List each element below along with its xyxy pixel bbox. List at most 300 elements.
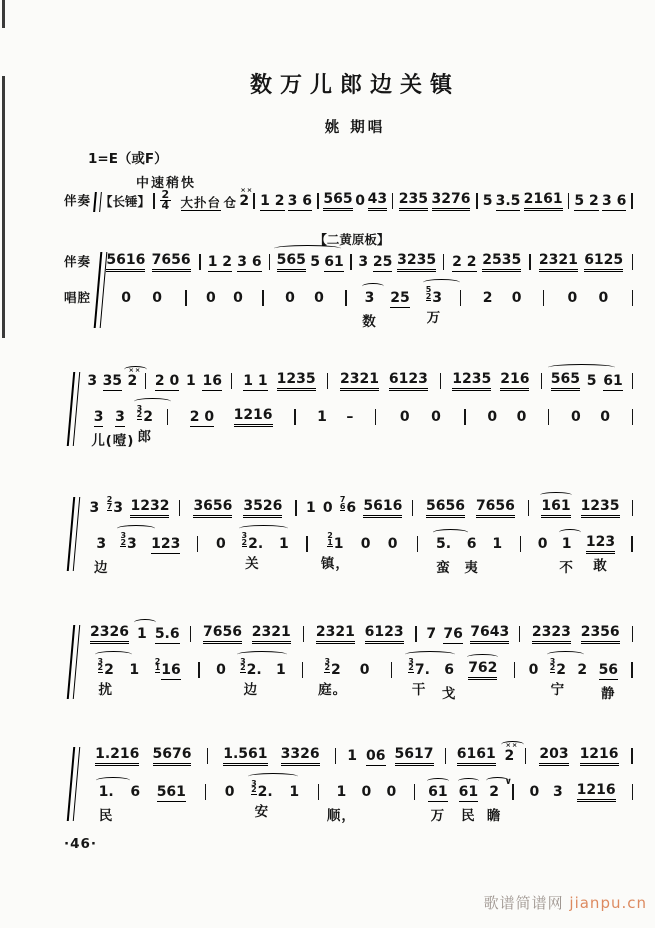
note-group — [360, 663, 370, 680]
measure — [441, 372, 540, 391]
note-group — [241, 531, 264, 572]
measure — [208, 747, 335, 766]
grace-bottom: 2 — [136, 410, 143, 420]
watermark-domain: jianpu.cn — [569, 894, 647, 912]
grace-note — [154, 656, 161, 673]
note-group — [452, 372, 491, 391]
note-text: 0 — [152, 290, 162, 307]
note-text: 3 — [89, 500, 100, 517]
note-text: 0 — [570, 409, 581, 425]
note-group — [600, 410, 610, 427]
note-group — [580, 747, 619, 766]
note-group — [203, 625, 242, 644]
note-group — [136, 403, 153, 445]
note-text: 2321 — [340, 372, 379, 391]
note-text: 61 — [324, 254, 344, 271]
note-group — [390, 291, 409, 308]
note-group — [323, 501, 333, 518]
note-text: 1235 — [277, 372, 316, 391]
note-group — [585, 534, 616, 575]
note-group — [243, 374, 267, 391]
note-group — [362, 785, 372, 802]
note-group — [432, 192, 471, 211]
accompaniment-line — [64, 186, 633, 212]
note-group — [482, 253, 521, 272]
note-text: 25 — [390, 290, 410, 307]
note-group — [458, 784, 479, 824]
note-group — [559, 536, 574, 577]
note-group — [584, 253, 623, 272]
barline — [632, 373, 634, 389]
measure — [336, 747, 444, 766]
note-group — [581, 499, 620, 518]
lyric: 庭。 — [318, 681, 348, 698]
grace-bottom: 2 — [408, 663, 414, 673]
measure — [200, 656, 302, 698]
grace-top: 3 — [136, 403, 143, 413]
grace-top: 3 — [251, 778, 257, 788]
note-group — [492, 537, 502, 554]
measure — [542, 372, 632, 391]
measure — [297, 497, 412, 518]
note-group — [91, 409, 106, 449]
note-group — [152, 253, 191, 272]
note-group — [340, 497, 356, 518]
barline — [632, 254, 634, 270]
note-group — [443, 627, 462, 644]
grace-top: 3 — [324, 656, 331, 666]
accompaniment-line — [64, 741, 633, 766]
barline — [631, 193, 633, 209]
note-text: 0 — [355, 193, 365, 210]
note-text: 5 — [482, 193, 493, 210]
note-group — [310, 255, 320, 272]
note-group — [97, 656, 114, 698]
note-text: 1 — [289, 784, 300, 800]
barline — [631, 662, 633, 678]
note-text: 203 — [539, 747, 568, 766]
grace-note — [107, 497, 113, 511]
note-text: 3 — [96, 536, 107, 553]
note-group — [408, 656, 430, 698]
note-text: 3 — [93, 409, 104, 425]
note-text: 2326 — [90, 625, 129, 644]
note-group — [598, 662, 619, 702]
note-text: 1.216 — [95, 747, 139, 766]
note-text: 6 — [466, 536, 477, 553]
note-text: 2 0 — [189, 409, 215, 425]
note-text: 1 — [129, 662, 140, 678]
note-group — [181, 196, 222, 211]
lyric: 扰 — [98, 681, 113, 698]
note-group — [98, 784, 114, 824]
grace-note — [340, 497, 346, 511]
note-group — [464, 536, 479, 577]
grace-bottom: 2 — [549, 663, 556, 673]
grace-bottom: 2 — [241, 537, 248, 547]
note-text: 1 2 — [207, 254, 233, 271]
row-label: 唱腔 — [64, 290, 92, 305]
note-text: 2 0 — [154, 373, 180, 389]
measure — [328, 372, 440, 391]
note-group — [106, 253, 145, 272]
note-text: 0 — [511, 290, 522, 307]
grace-note — [242, 533, 248, 547]
grace-top: 3 — [408, 656, 414, 666]
measure — [521, 534, 631, 577]
measure — [417, 625, 519, 644]
note-text: 1 — [317, 409, 327, 425]
grace-top: 3 — [240, 656, 246, 666]
note-text: 5656 — [426, 499, 465, 518]
note-text: 123 — [586, 535, 615, 554]
note-text: 1216 — [577, 783, 616, 802]
note-group — [93, 536, 109, 577]
note-group — [251, 778, 273, 820]
system-4 — [64, 497, 633, 580]
barline — [632, 500, 634, 516]
measure-row — [176, 186, 633, 211]
tempo-marking: 中速稍快 — [136, 176, 197, 191]
note-group — [366, 749, 385, 766]
note-group — [340, 372, 379, 391]
note-text: 2321 — [539, 253, 578, 272]
note-text: 565 — [323, 192, 352, 211]
note-group — [539, 253, 578, 272]
note-text: 6123 — [389, 372, 428, 391]
page-number: ·46· — [64, 836, 98, 852]
measure — [446, 741, 525, 766]
note-text: 1 — [347, 748, 358, 764]
note-group — [89, 501, 99, 518]
system-5 — [64, 625, 633, 706]
note-text: 2323 — [532, 625, 571, 644]
grace-bottom: 2 — [324, 663, 331, 673]
time-signature — [160, 190, 172, 211]
note-text: 7 — [426, 626, 437, 642]
measure — [80, 531, 197, 577]
note-group — [243, 499, 282, 518]
measure-row — [80, 625, 633, 644]
note-text: 0 — [537, 536, 548, 553]
grace-top: 3 — [549, 656, 556, 666]
note-text: 0 — [215, 536, 226, 553]
note-group — [486, 777, 512, 824]
note-text: 1 — [137, 626, 147, 642]
note-group — [577, 663, 587, 680]
note-text: 5 — [586, 373, 597, 389]
measure-row — [80, 403, 633, 449]
note-text: 2535 — [482, 253, 521, 272]
note-text: 1 2 — [260, 193, 285, 210]
note-group — [529, 785, 539, 802]
note-group — [500, 372, 529, 391]
note-group — [397, 253, 436, 272]
note-group — [483, 194, 493, 211]
note-text: 0 — [216, 662, 226, 678]
measure-row — [80, 741, 633, 766]
note-text: 3 — [115, 409, 125, 425]
note-text: 1.561 — [223, 747, 267, 766]
note-text: 2321 — [316, 625, 355, 644]
note-group — [154, 656, 181, 680]
note-text: 235 — [399, 192, 428, 211]
note-text: 0 — [600, 409, 610, 425]
note-group — [237, 255, 261, 272]
note-text: 3 — [364, 290, 375, 307]
note-text: 2 — [127, 373, 138, 389]
note-group — [504, 741, 519, 766]
note-text: 61 — [458, 784, 479, 800]
note-group — [151, 537, 180, 554]
note-text: 0 — [529, 784, 540, 800]
measure — [393, 192, 476, 211]
note-text: 0 — [431, 409, 441, 425]
note-group — [288, 194, 312, 211]
note-text: 0 — [528, 662, 539, 678]
note-text: 2 — [556, 662, 567, 678]
note-group — [549, 656, 567, 698]
note-group — [512, 291, 522, 308]
measure — [187, 291, 263, 308]
note-text: 0 — [387, 536, 398, 553]
note-text: 2 — [104, 662, 114, 678]
note-text: 仓 — [223, 194, 237, 210]
note-text: 6 — [130, 784, 141, 800]
vocal-line — [64, 531, 633, 577]
note-text: 3 — [358, 254, 369, 271]
time-signature-numerator: 2 — [161, 188, 170, 201]
tremolo-mark: ×× — [505, 741, 519, 749]
note-group — [127, 366, 142, 391]
note-group — [603, 374, 622, 391]
note-text: 1235 — [452, 372, 491, 391]
lyric: 郎 — [137, 428, 153, 445]
system-2 — [64, 232, 633, 334]
note-group — [314, 291, 324, 308]
note-group — [239, 186, 254, 211]
note-group — [252, 625, 291, 644]
note-text: 2. — [248, 536, 264, 553]
note-text: 123 — [151, 536, 181, 553]
measure — [198, 531, 306, 572]
note-text: 1 — [278, 536, 289, 553]
note-group — [346, 410, 353, 427]
grace-note — [97, 656, 104, 673]
accompaniment-line — [64, 366, 633, 391]
lyric: 干 — [411, 681, 427, 698]
note-text: 2 — [239, 193, 250, 210]
measure-row — [80, 531, 633, 577]
grace-bottom: 1 — [327, 537, 333, 547]
note-group — [587, 374, 597, 391]
measure-row — [80, 366, 633, 391]
note-group — [574, 194, 598, 211]
note-group — [285, 291, 295, 308]
note-text: 0 — [399, 409, 410, 425]
note-group — [361, 537, 371, 554]
note-group — [577, 783, 616, 802]
note-group — [277, 372, 316, 391]
note-text: 2161 — [524, 192, 563, 211]
grace-note — [240, 656, 246, 673]
note-group — [568, 291, 578, 308]
note-text: 6125 — [584, 253, 623, 272]
note-group — [553, 785, 563, 802]
lyric: 边 — [243, 681, 259, 698]
grace-bottom: 6 — [339, 501, 346, 511]
note-text: 2 2 — [452, 254, 477, 271]
lyric: 静 — [601, 686, 616, 702]
lyric: 敢 — [593, 558, 608, 575]
note-group — [324, 255, 343, 272]
note-text: 3656 — [193, 499, 232, 518]
note-group — [276, 663, 286, 680]
barline — [153, 193, 155, 209]
note-group — [551, 372, 580, 391]
note-group — [225, 785, 235, 802]
lyric: 民 — [98, 808, 114, 824]
note-group — [105, 409, 135, 449]
note-text: 7656 — [152, 253, 191, 272]
note-text: 2 — [482, 290, 493, 307]
lyric: 关 — [245, 556, 260, 572]
note-text: 5616 — [106, 253, 145, 272]
lyric: 万 — [426, 310, 442, 326]
note-text: 0 — [567, 290, 578, 307]
note-text: 3 6 — [601, 193, 627, 210]
note-group — [120, 533, 136, 554]
note-text: 35 — [102, 373, 123, 389]
lyric: 瞻 — [486, 808, 502, 824]
note-group — [216, 537, 226, 554]
measure — [255, 194, 317, 211]
measure — [206, 778, 318, 820]
measure — [569, 194, 631, 211]
measure — [80, 625, 190, 644]
note-group — [395, 747, 434, 766]
note-text: – — [346, 409, 354, 425]
scan-edge-artifact — [2, 76, 5, 338]
grace-bottom: 2 — [251, 785, 257, 795]
note-text: 1 — [561, 536, 572, 553]
measure — [308, 531, 417, 572]
note-group — [87, 374, 97, 391]
note-group — [389, 372, 428, 391]
measure — [531, 253, 632, 272]
note-text: 1216 — [234, 408, 273, 427]
measure — [176, 186, 254, 211]
measure — [168, 408, 294, 427]
note-text: 5. — [435, 536, 452, 553]
note-text: 0 — [233, 290, 243, 307]
note-group — [223, 196, 237, 211]
grace-bottom: 7 — [106, 501, 113, 511]
breath-mark: ∨ — [504, 777, 512, 787]
note-text: 5616 — [363, 499, 402, 518]
note-text: 1232 — [130, 499, 169, 518]
note-group — [599, 291, 609, 308]
measure — [347, 285, 460, 331]
note-group — [400, 410, 410, 427]
measure-row — [98, 285, 633, 331]
note-text: 2 — [577, 662, 588, 678]
grace-bottom: 2 — [240, 663, 246, 673]
note-group — [426, 627, 436, 644]
row-label: 伴奏 — [64, 254, 92, 269]
measure-row — [80, 497, 633, 518]
note-group — [316, 625, 355, 644]
note-group — [279, 537, 289, 554]
key-signature: 1=E（或F） — [88, 151, 168, 167]
note-text: 1 — [275, 662, 286, 678]
note-text: 61 — [603, 373, 623, 389]
note-text: 7656 — [476, 499, 515, 518]
note-group — [517, 410, 527, 427]
grace-note — [408, 656, 414, 673]
grace-note — [426, 287, 432, 301]
note-group — [153, 747, 192, 766]
note-text: 76 — [443, 626, 463, 642]
note-group — [137, 627, 147, 644]
lyric: 戈 — [441, 686, 457, 702]
note-group — [234, 408, 273, 427]
percussion-pattern-label: 【长锤】 — [100, 194, 151, 209]
note-text: 3276 — [432, 192, 471, 211]
note-group — [103, 374, 122, 391]
lyric: 夷 — [464, 560, 479, 577]
note-text: 161 — [541, 499, 570, 518]
note-group — [277, 253, 306, 272]
note-group — [368, 192, 387, 211]
system-1 — [64, 186, 633, 226]
note-text: 大扑台 — [180, 194, 222, 210]
lyric: 边 — [93, 560, 109, 577]
note-group — [129, 663, 139, 680]
note-text: 2356 — [581, 625, 620, 644]
note-text: 1 — [185, 373, 196, 389]
note-text: 0 — [314, 290, 324, 307]
note-text: 56 — [598, 662, 619, 678]
note-text: 0 — [386, 784, 397, 800]
note-group — [193, 499, 232, 518]
watermark-site: 歌谱简谱网 — [483, 894, 570, 912]
measure — [264, 291, 345, 308]
vocal-line — [64, 403, 633, 449]
note-group — [529, 663, 539, 680]
note-group — [130, 785, 140, 802]
measure — [296, 410, 375, 427]
note-group — [326, 784, 356, 824]
note-group — [362, 290, 377, 331]
measure — [549, 410, 631, 427]
lyric: 数 — [362, 314, 377, 331]
note-group — [581, 625, 620, 644]
note-group — [223, 747, 267, 766]
note-group — [152, 291, 162, 308]
note-text: 5 — [310, 254, 320, 271]
note-group — [208, 255, 232, 272]
measure — [413, 499, 528, 518]
note-text: 5.6 — [154, 626, 180, 642]
note-group — [323, 192, 352, 211]
note-text: 3 — [87, 373, 98, 389]
grace-note — [549, 656, 556, 673]
note-text: 1216 — [580, 747, 619, 766]
grace-top: 2 — [106, 495, 113, 504]
note-group — [206, 291, 216, 308]
note-group — [428, 784, 448, 824]
